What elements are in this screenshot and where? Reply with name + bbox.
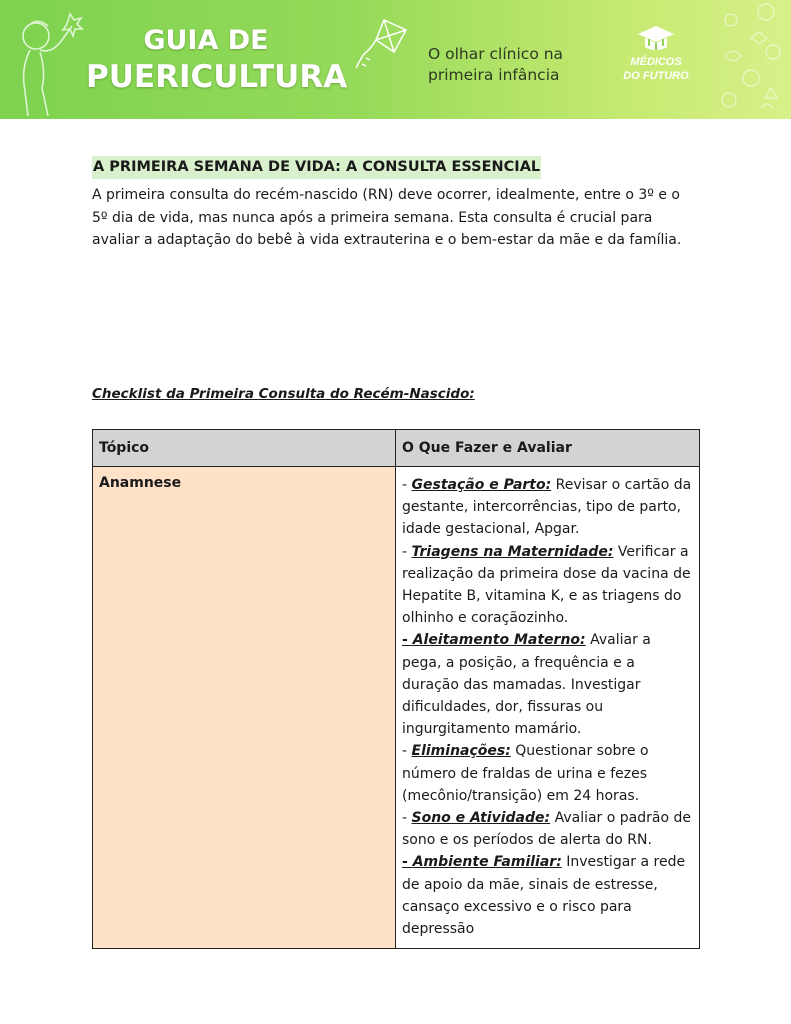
logo-line-2: DO FUTURO [623, 70, 689, 82]
item-keyword: Eliminações: [411, 743, 511, 760]
item-dash: - [402, 810, 412, 827]
kite-icon [354, 18, 412, 78]
list-item-eliminacoes [402, 740, 693, 807]
details-cell [396, 467, 700, 949]
logo-line-1: MÉDICOS [630, 56, 682, 68]
item-keyword: Triagens na Maternidade: [411, 543, 614, 560]
guide-subtitle [428, 44, 588, 86]
section-title: A PRIMEIRA SEMANA DE VIDA: A CONSULTA ESSENCIAL [92, 156, 541, 179]
header-what-to-do: O Que Fazer e Avaliar [396, 430, 700, 467]
guide-title [86, 22, 348, 96]
medicos-do-futuro-logo [620, 24, 692, 82]
child-with-pinwheel-illustration [10, 6, 90, 118]
graduation-cap-icon [636, 24, 676, 54]
toy-doodles-decoration [711, 0, 791, 119]
topic-cell: Anamnese [93, 467, 396, 949]
item-dash: - [402, 743, 412, 760]
item-keyword: Gestação e Parto: [411, 477, 552, 493]
item-keyword: Ambiente Familiar: [412, 854, 562, 871]
title-line-2: PUERICULTURA [86, 59, 348, 95]
item-dash: - [402, 632, 413, 649]
table-row [93, 467, 700, 949]
table-header-row [93, 430, 700, 467]
item-keyword: Sono e Atividade: [411, 810, 551, 827]
title-line-1: GUIA DE [143, 25, 269, 56]
item-dash: - [402, 854, 413, 871]
list-item-ambiente [402, 851, 693, 940]
item-text: Verificar a realização da primeira dose da vacina de Hepatite B, vitamina K, e as triagens do olhinho e coraçãozinho. [402, 543, 691, 627]
list-item-sono [402, 807, 693, 851]
item-text: Revisar o cartão da gestante, intercorrências, tipo de parto, idade gestacional, Apgar. [402, 477, 692, 538]
subtitle-line-1: O olhar clínico na [428, 45, 564, 63]
item-text: Investigar a rede de apoio da mãe, sinais de estresse, cansaço excessivo e o risco para depressão [402, 854, 686, 938]
list-item-triagens [402, 541, 693, 630]
checklist-title: Checklist da Primeira Consulta do Recém-Nascido: [92, 386, 475, 402]
item-text: Questionar sobre o número de fraldas de urina e fezes (mecônio/transição) em 24 horas. [402, 743, 649, 804]
subtitle-line-2: primeira infância [428, 66, 560, 84]
header-banner [0, 0, 791, 119]
intro-paragraph: A primeira consulta do recém-nascido (RN) deve ocorrer, idealmente, entre o 3º e o 5º dia de vida, mas nunca após a primeira semana. Esta consulta é crucial para avaliar a adaptação do bebê à vida extrauterina e o bem-estar da mãe e da família. [92, 187, 682, 249]
checklist-table [92, 429, 700, 949]
item-keyword: Aleitamento Materno: [412, 632, 586, 649]
item-dash: - [402, 477, 412, 493]
list-item-gestacao [402, 474, 693, 541]
list-item-aleitamento [402, 629, 693, 740]
header-topic: Tópico [93, 430, 396, 467]
item-text: Avaliar a pega, a posição, a frequência e a duração das mamadas. Investigar dificuldades, dor, fissuras ou ingurgitamento mamário. [402, 632, 651, 738]
item-text: Avaliar o padrão de sono e os períodos de alerta do RN. [402, 810, 691, 849]
item-dash: - [402, 543, 412, 560]
